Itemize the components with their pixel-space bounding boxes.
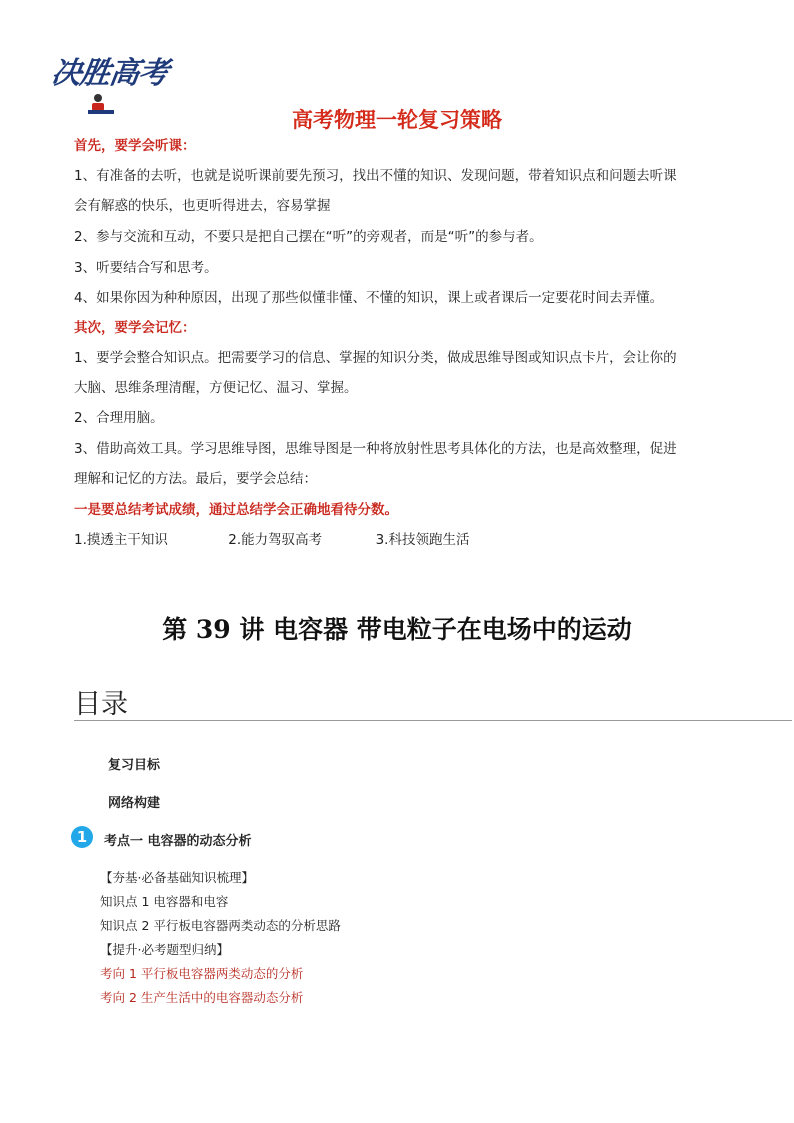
toc-subitem[interactable]: 知识点 1 电容器和电容	[100, 894, 229, 909]
tip-item: 1.摸透主干知识	[74, 532, 168, 548]
document-title: 高考物理一轮复习策略	[292, 108, 502, 132]
toc-item-review-goals[interactable]: 复习目标	[108, 758, 161, 773]
toc-title: 目录	[74, 689, 128, 720]
toc-subitem[interactable]: 知识点 2 平行板电容器两类动态的分析思路	[100, 918, 341, 933]
toc-subitem-red[interactable]: 考向 2 生产生活中的电容器动态分析	[100, 990, 304, 1005]
logo-text: 决胜高考	[49, 56, 170, 91]
text-line: 理解和记忆的方法。最后，要学会总结：	[74, 471, 317, 487]
text-line: 3、借助高效工具。学习思维导图，思维导图是一种将放射性思考具体化的方法，也是高效整理，促进	[74, 441, 677, 457]
toc-item-point-one[interactable]: 考点一 电容器的动态分析	[104, 834, 252, 849]
text-line: 2、参与交流和互动，不要只是把自己摆在“听”的旁观者，而是“听”的参与者。	[74, 229, 543, 245]
lecture-title: 第 39 讲 电容器 带电粒子在电场中的运动	[162, 615, 632, 644]
point-number-badge: 1	[71, 826, 93, 848]
tips-line	[74, 530, 469, 550]
section-heading-listening: 首先，要学会听课：	[74, 138, 196, 154]
text-line: 3、听要结合写和思考。	[74, 260, 218, 276]
text-line: 4、如果你因为种种原因，出现了那些似懂非懂、不懂的知识，课上或者课后一定要花时间去弄懂。	[74, 290, 664, 306]
toc-subitem[interactable]: 【提升·必考题型归纳】	[100, 942, 229, 957]
text-line: 大脑、思维条理清醒，方便记忆、温习、掌握。	[74, 380, 358, 396]
text-line: 2、合理用脑。	[74, 410, 164, 426]
toc-subitem[interactable]: 【夯基·必备基础知识梳理】	[100, 870, 254, 885]
toc-item-network[interactable]: 网络构建	[108, 796, 161, 811]
text-line: 1、有准备的去听，也就是说听课前要先预习，找出不懂的知识、发现问题，带着知识点和问题去听课	[74, 168, 677, 184]
tip-item: 3.科技领跑生活	[375, 532, 470, 548]
highlight-line: 一是要总结考试成绩，通过总结学会正确地看待分数。	[74, 502, 398, 518]
section-heading-memory: 其次，要学会记忆：	[74, 320, 196, 336]
toc-divider	[74, 720, 792, 721]
tip-item: 2.能力驾驭高考	[228, 532, 323, 548]
text-line: 会有解惑的快乐，也更听得进去，容易掌握	[74, 198, 331, 214]
toc-subitem-red[interactable]: 考向 1 平行板电容器两类动态的分析	[100, 966, 304, 981]
text-line: 1、要学会整合知识点。把需要学习的信息、掌握的知识分类，做成思维导图或知识点卡片，会让你的	[74, 350, 677, 366]
